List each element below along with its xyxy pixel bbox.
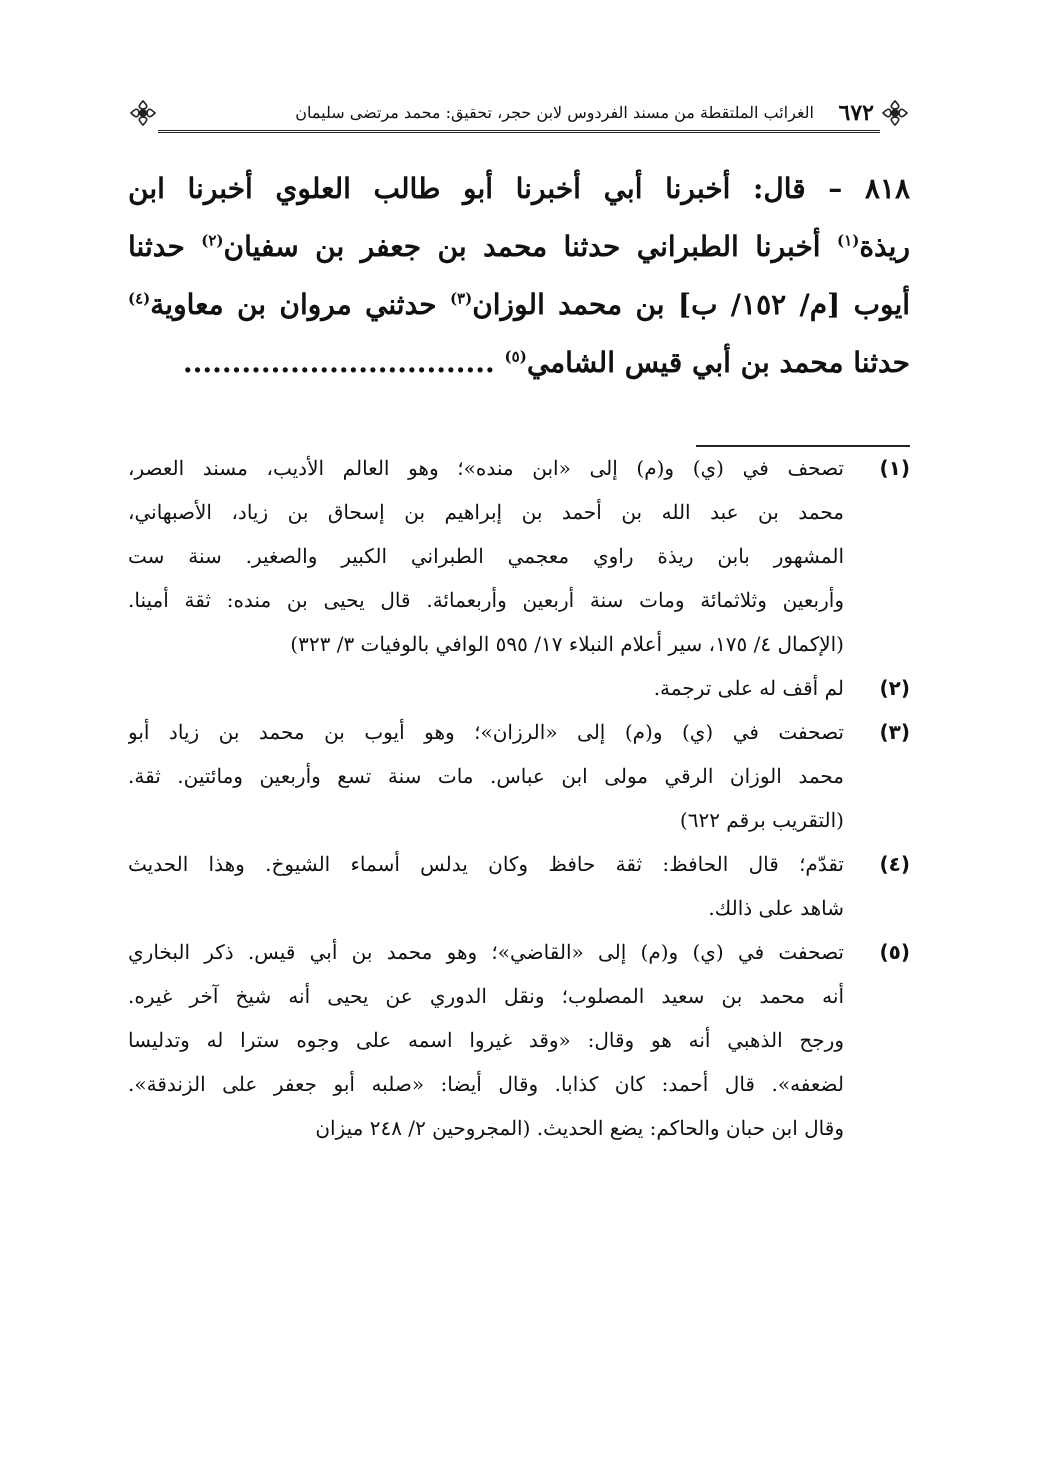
text-run: أيوب [م/ ١٥٢/ ب] بن محمد الوزان bbox=[472, 288, 910, 321]
footnote-line: محمد بن عبد الله بن أحمد بن إبراهيم بن إسحاق بن زياد، الأصبهاني، bbox=[128, 500, 844, 524]
text-run: حدثني مروان بن معاوية bbox=[150, 288, 450, 321]
footnote-marker[interactable]: (٥) bbox=[504, 347, 527, 366]
footnote-line: محمد الوزان الرقي مولى ابن عباس. مات سنة تسع وأربعين ومائتين. ثقة. bbox=[128, 764, 844, 788]
footnote-number: (٣) bbox=[879, 720, 910, 744]
footnote-body bbox=[128, 446, 844, 666]
footnote-number: (١) bbox=[879, 456, 910, 480]
footnote-line: تقدّم؛ قال الحافظ: ثقة حافظ وكان يدلس أسماء الشيوخ. وهذا الحديث bbox=[128, 852, 844, 876]
footnote-item bbox=[128, 930, 910, 1150]
page-number: ٦٧٢ bbox=[838, 100, 874, 126]
footnote-line: (التقريب برقم ٦٢٢) bbox=[679, 808, 844, 832]
footnote-marker[interactable]: (٢) bbox=[201, 231, 224, 250]
running-header bbox=[128, 86, 910, 136]
footnote-line: المشهور بابن ريذة راوي معجمي الطبراني الكبير والصغير. سنة ست bbox=[128, 544, 844, 568]
footnote-line: أنه محمد بن سعيد المصلوب؛ ونقل الدوري عن يحيى أنه شيخ آخر غيره. bbox=[128, 984, 844, 1008]
text-line bbox=[128, 276, 910, 334]
footnote-body bbox=[128, 842, 844, 930]
text-run: حدثنا محمد بن أبي قيس الشامي bbox=[526, 346, 910, 379]
footnote-body bbox=[128, 930, 844, 1150]
running-title: الغرائب الملتقطة من مسند الفردوس لابن حجر، تحقيق: محمد مرتضى سليمان bbox=[295, 103, 814, 122]
footnote-line: تصحفت في (ي) و(م) إلى «الرزان»؛ وهو أيوب بن محمد بن زياد أبو bbox=[128, 720, 844, 744]
text-line bbox=[128, 334, 910, 392]
text-run: حدثنا bbox=[128, 230, 202, 263]
footnote-line: لضعفه». قال أحمد: كان كذابا. وقال أيضا: «صلبه أبو جعفر على الزندقة». bbox=[128, 1072, 844, 1096]
footnote-marker[interactable]: (٣) bbox=[449, 289, 473, 308]
footnote-item bbox=[128, 842, 910, 930]
footnote-item bbox=[128, 666, 910, 710]
footnote-number: (٥) bbox=[879, 940, 910, 964]
footnote-body bbox=[128, 666, 844, 710]
footnote-line: وأربعين وثلاثمائة ومات سنة أربعين وأربعمائة. قال يحيى بن منده: ثقة أمينا. bbox=[128, 588, 844, 612]
arabesque-ornament-icon bbox=[128, 98, 158, 128]
text-run: ريذة bbox=[859, 230, 910, 263]
footnote-item bbox=[128, 710, 910, 842]
footnote-line: ورجح الذهبي أنه هو وقال: «وقد غيروا اسمه على وجوه سترا له وتدليسا bbox=[128, 1028, 844, 1052]
footnote-number: (٤) bbox=[879, 852, 910, 876]
footnote-item bbox=[128, 446, 910, 666]
arabesque-ornament-icon bbox=[880, 98, 910, 128]
footnote-number: (٢) bbox=[879, 676, 910, 700]
text-run: ٨١٨ – قال: أخبرنا أبي أخبرنا أبو طالب العلوي أخبرنا ابن bbox=[128, 172, 910, 205]
text-line bbox=[128, 218, 910, 276]
footnote-line: شاهد على ذالك. bbox=[708, 896, 844, 920]
footnote-line: تصحف في (ي) و(م) إلى «ابن منده»؛ وهو العالم الأديب، مسند العصر، bbox=[128, 456, 844, 480]
footnote-marker[interactable]: (٤) bbox=[128, 289, 151, 308]
footnote-marker[interactable]: (١) bbox=[837, 231, 860, 250]
footnotes bbox=[128, 446, 910, 1150]
footnote-line: (الإكمال ٤/ ١٧٥، سير أعلام النبلاء ١٧/ ٥٩٥ الوافي بالوفيات ٣/ ٣٢٣) bbox=[290, 632, 844, 656]
text-run: ................................ bbox=[182, 346, 505, 379]
hadith-text bbox=[128, 160, 910, 392]
header-rule bbox=[158, 130, 880, 133]
text-line bbox=[128, 160, 910, 218]
footnote-line: لم أقف له على ترجمة. bbox=[653, 676, 844, 700]
footnote-line: تصحفت في (ي) و(م) إلى «القاضي»؛ وهو محمد بن أبي قيس. ذكر البخاري bbox=[128, 940, 844, 964]
footnote-line: وقال ابن حبان والحاكم: يضع الحديث. (المجروحين ٢/ ٢٤٨ ميزان bbox=[315, 1116, 844, 1140]
text-run: أخبرنا الطبراني حدثنا محمد بن جعفر بن سفيان bbox=[223, 230, 838, 263]
footnote-body bbox=[128, 710, 844, 842]
